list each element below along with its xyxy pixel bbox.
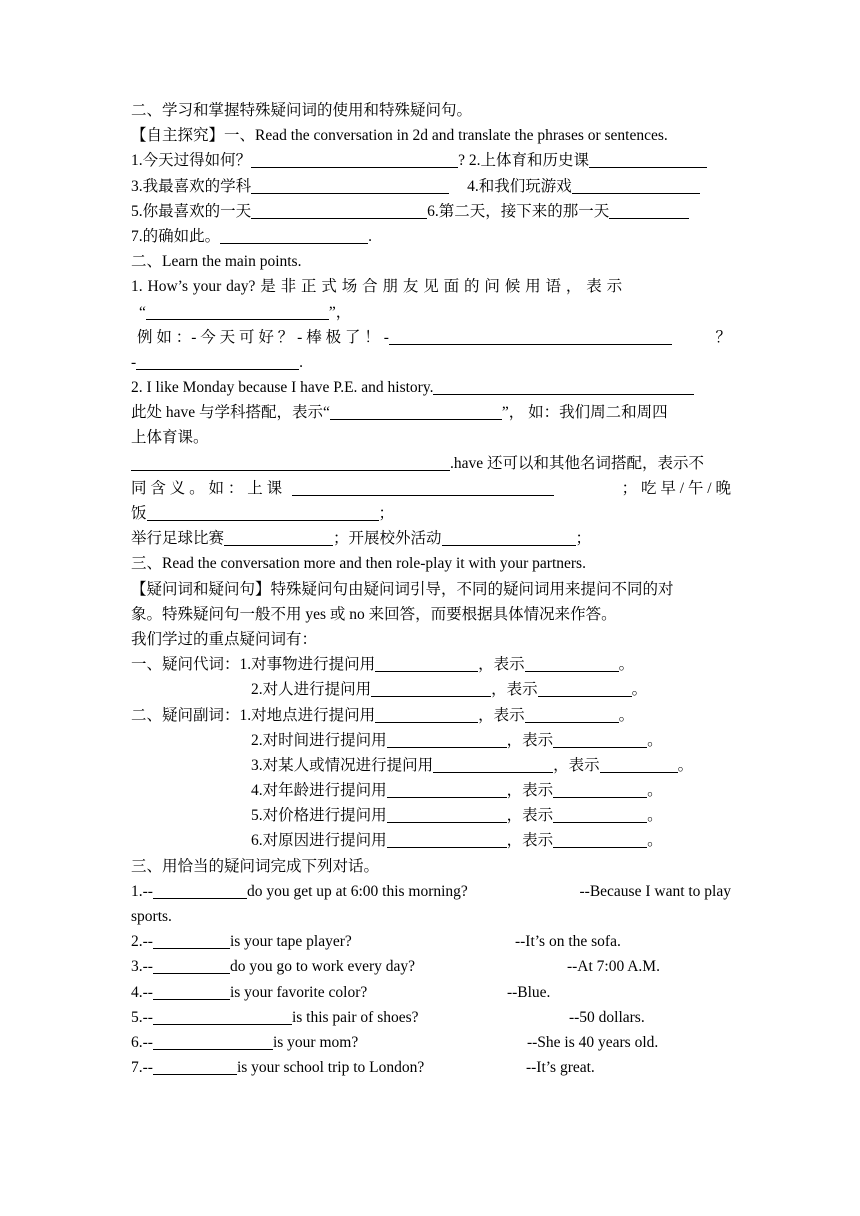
dialog-5	[131, 1005, 731, 1030]
punct: ；	[378, 505, 395, 522]
pron-row-1	[131, 652, 731, 677]
punct: ；	[575, 530, 592, 548]
punct: 。	[618, 656, 635, 674]
answer-blank[interactable]	[387, 831, 507, 848]
answer-blank[interactable]	[153, 1058, 237, 1075]
dialog-answer: --Because I want to play	[579, 882, 731, 900]
dialog-number: 5.--	[131, 1008, 153, 1026]
dialog-answer: --At 7:00 A.M.	[566, 958, 660, 976]
dialog-answer: --It’s on the sofa.	[514, 933, 621, 951]
dialog-title: 三、用恰当的疑问词完成下列对话。	[131, 857, 380, 875]
dialog-1	[131, 879, 731, 904]
answer-blank[interactable]	[538, 680, 632, 697]
dialog-answer: --She is 40 years old.	[526, 1033, 659, 1051]
dialog-question: is your tape player?	[229, 933, 352, 951]
punct: -	[131, 353, 137, 371]
dialog-number: 6.--	[131, 1033, 153, 1051]
answer-blank[interactable]	[153, 983, 230, 1000]
wh-intro-1: 【疑问词和疑问句】特殊疑问句由疑问词引导，不同的疑问词用来提问不同的对	[131, 580, 674, 598]
point-2-example: 上体育课。	[131, 429, 209, 447]
adv-row-1	[131, 703, 731, 728]
dialog-answer: --50 dollars.	[568, 1008, 645, 1026]
point-1-quote	[131, 300, 731, 325]
answer-blank[interactable]	[153, 882, 247, 899]
answer-blank[interactable]	[572, 177, 700, 194]
point-2-have	[131, 400, 731, 425]
answer-blank[interactable]	[387, 781, 507, 798]
answer-blank[interactable]	[600, 756, 678, 773]
item-3: 3.我最喜欢的学科	[131, 177, 252, 195]
punct: 。	[618, 706, 635, 724]
answer-blank[interactable]	[375, 706, 478, 723]
rule-text: 2.对人进行提问用	[251, 681, 372, 699]
dialog-answer: --Blue.	[506, 983, 551, 1001]
dialog-number: 3.--	[131, 958, 153, 976]
point-2-text: .have 还可以和其他名词搭配，表示不	[450, 454, 705, 472]
dialog-question: is your school trip to London?	[236, 1059, 425, 1077]
punct: 。	[647, 807, 663, 825]
rule-text: ，表示	[506, 782, 554, 800]
section-three-title: 三、Read the conversation more and then role-play it with your partners.	[131, 555, 586, 573]
dialog-answer: --It’s great.	[525, 1059, 595, 1077]
adv-row-4	[131, 778, 731, 803]
rule-text: ，表示	[506, 807, 554, 825]
item-7: 7.的确如此。	[131, 227, 221, 245]
item-6: 6.第二天，接下来的那一天	[427, 202, 610, 220]
have-phrases-2	[131, 501, 731, 526]
point-2-sentence: 2. I like Monday because I have P.E. and history.	[131, 379, 434, 397]
point-2-text: ”， 如：我们周二和周四	[501, 404, 668, 422]
rule-text: 1.对地点进行提问用	[239, 706, 376, 724]
rule-text: ，表示	[478, 706, 525, 724]
rule-text: ，表示	[553, 756, 600, 774]
pron-row-2	[131, 677, 731, 702]
dialog-6	[131, 1030, 731, 1055]
main-points-title: 二、Learn the main points.	[131, 253, 302, 271]
explore-instruction: Read the conversation in 2d and translate the phrases or sentences.	[255, 127, 668, 145]
rule-text: 5.对价格进行提问用	[251, 807, 387, 825]
punct: .	[368, 227, 373, 245]
answer-blank[interactable]	[136, 353, 299, 370]
phrase-text: 同 含 义 。 如 ： 上 课	[131, 479, 283, 497]
dialog-4	[131, 980, 731, 1005]
answer-blank[interactable]	[553, 731, 647, 748]
answer-blank[interactable]	[147, 504, 379, 521]
dialog-question: is your favorite color?	[229, 983, 368, 1001]
rule-text: 6.对原因进行提问用	[251, 832, 387, 850]
phrase-text: 举行足球比赛	[131, 530, 225, 548]
punct: ”，	[328, 303, 352, 321]
category-label: 二、疑问副词：	[131, 706, 240, 724]
answer-blank[interactable]	[525, 706, 619, 723]
answer-blank[interactable]	[153, 1033, 273, 1050]
answer-blank[interactable]	[389, 328, 672, 345]
have-phrases-1	[131, 476, 731, 501]
phrase-text: ；开展校外活动	[333, 530, 442, 548]
wh-intro-3: 我们学过的重点疑问词有：	[131, 630, 318, 648]
rule-text: ，表示	[506, 832, 554, 850]
answer-blank[interactable]	[251, 177, 449, 194]
item-4: 4.和我们玩游戏	[467, 177, 572, 195]
explore-label: 【自主探究】一、	[131, 127, 256, 145]
item-1: 1.今天过得如何？	[131, 152, 252, 170]
dialog-question: is your mom?	[272, 1033, 359, 1051]
category-label: 一、疑问代词：	[131, 656, 240, 674]
answer-blank[interactable]	[292, 479, 554, 496]
dialog-number: 7.--	[131, 1059, 153, 1077]
point-2-more	[131, 451, 731, 476]
dialog-2	[131, 929, 731, 954]
example-row-2	[131, 350, 731, 375]
worksheet	[131, 98, 731, 1080]
adv-row-3	[131, 753, 731, 778]
dialog-question: do you go to work every day?	[229, 958, 416, 976]
item-5: 5.你最喜欢的一天	[131, 202, 252, 220]
answer-blank[interactable]	[251, 151, 458, 168]
explore-heading	[131, 123, 731, 148]
translate-row-1	[131, 148, 731, 173]
punct: .	[299, 353, 304, 371]
answer-blank[interactable]	[589, 151, 707, 168]
rule-text: 2.对时间进行提问用	[251, 731, 387, 749]
wh-intro-2: 象。特殊疑问句一般不用 yes 或 no 来回答，而要根据具体情况来作答。	[131, 605, 617, 623]
answer-blank[interactable]	[433, 378, 694, 395]
point-2	[131, 375, 731, 400]
answer-blank[interactable]	[553, 781, 647, 798]
rule-text: 4.对年龄进行提问用	[251, 782, 387, 800]
punct: 。	[647, 782, 663, 800]
answer-blank[interactable]	[609, 202, 689, 219]
phrase-text: ； 吃 早 / 午 / 晚	[621, 479, 731, 497]
answer-blank[interactable]	[330, 403, 502, 420]
punct: 。	[647, 731, 663, 749]
answer-blank[interactable]	[371, 680, 491, 697]
item-2: ? 2.上体育和历史课	[458, 152, 590, 170]
translate-row-3	[131, 199, 731, 224]
answer-blank[interactable]	[553, 831, 647, 848]
answer-blank[interactable]	[146, 303, 329, 320]
answer-blank[interactable]	[442, 529, 576, 546]
dialog-7	[131, 1055, 731, 1080]
translate-row-4	[131, 224, 731, 249]
rule-text: 1.对事物进行提问用	[239, 656, 376, 674]
answer-blank[interactable]	[387, 806, 507, 823]
dialog-number: 2.--	[131, 933, 153, 951]
answer-blank[interactable]	[387, 731, 507, 748]
dialog-3	[131, 954, 731, 979]
phrase-text: 饭	[131, 505, 147, 522]
answer-blank[interactable]	[153, 932, 230, 949]
section-title: 二、学习和掌握特殊疑问词的使用和特殊疑问句。	[131, 102, 473, 119]
punct: “	[139, 303, 146, 321]
answer-blank[interactable]	[251, 202, 427, 219]
example-text: 例 如 ：- 今 天 可 好 ？ - 棒 极 了 ！ -	[137, 328, 389, 346]
adv-row-2	[131, 728, 731, 753]
point-2-text: 此处 have 与学科搭配，表示“	[131, 404, 330, 422]
example-row	[131, 325, 731, 350]
dialog-number: 1.--	[131, 882, 153, 900]
answer-blank[interactable]	[153, 957, 230, 974]
point-1: 1. How’s your day? 是 非 正 式 场 合 朋 友 见 面 的 问 候 用 语 ， 表 示	[131, 278, 623, 296]
rule-text: ，表示	[506, 731, 554, 749]
have-phrases-3	[131, 526, 731, 551]
punct: ？	[715, 328, 731, 346]
rule-text: ，表示	[491, 681, 538, 699]
rule-text: 3.对某人或情况进行提问用	[251, 756, 434, 774]
answer-blank[interactable]	[525, 655, 619, 672]
answer-blank[interactable]	[553, 806, 647, 823]
dialog-1-cont: sports.	[131, 908, 172, 925]
answer-blank[interactable]	[433, 756, 553, 773]
answer-blank[interactable]	[153, 1008, 292, 1025]
answer-blank[interactable]	[375, 655, 478, 672]
answer-blank[interactable]	[131, 454, 450, 471]
translate-row-2	[131, 174, 731, 199]
answer-blank[interactable]	[224, 529, 333, 546]
dialog-question: is this pair of shoes?	[291, 1008, 419, 1026]
rule-text: ，表示	[478, 656, 525, 674]
punct: 。	[631, 681, 648, 699]
answer-blank[interactable]	[220, 227, 368, 244]
dialog-question: do you get up at 6:00 this morning?	[246, 882, 468, 900]
dialog-number: 4.--	[131, 983, 153, 1001]
punct: 。	[647, 832, 663, 850]
punct: 。	[677, 756, 694, 774]
adv-row-5	[131, 803, 731, 828]
adv-row-6	[131, 828, 731, 853]
